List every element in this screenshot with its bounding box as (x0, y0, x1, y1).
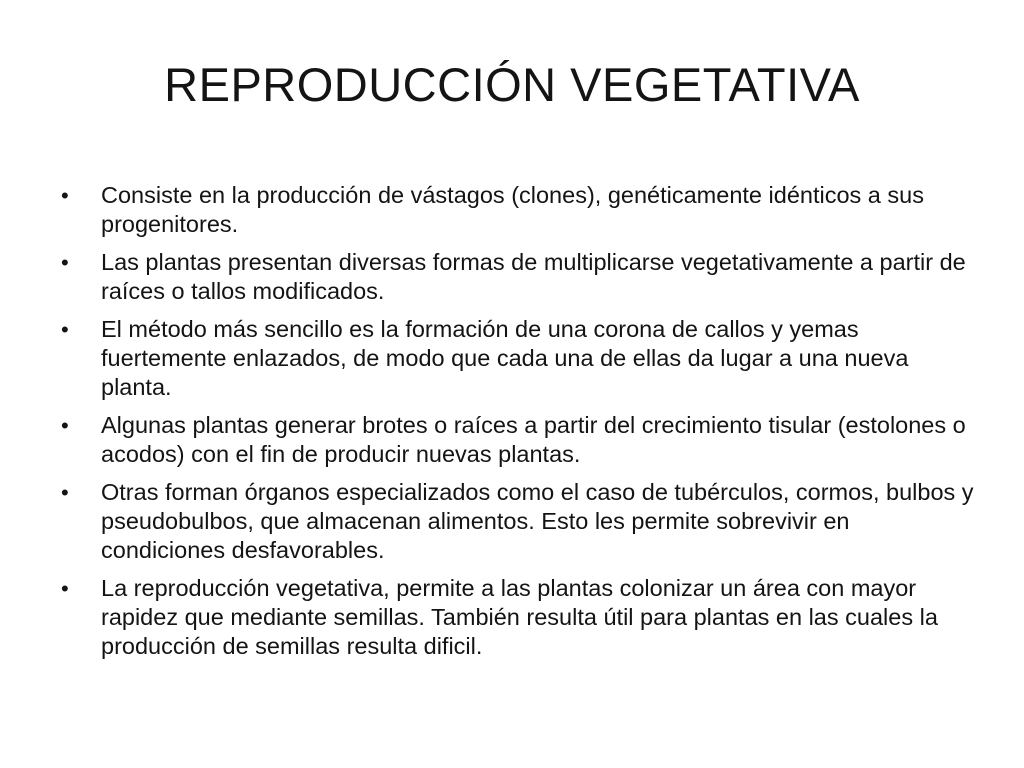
bullet-text: La reproducción vegetativa, permite a las plantas colonizar un área con mayor rapidez que mediante semillas. También resulta útil para plantas en las cuales la producción de semillas resulta dificil. (101, 575, 938, 659)
bullet-text: Consiste en la producción de vástagos (clones), genéticamente idénticos a sus progenitores. (101, 182, 924, 237)
bullet-item (58, 181, 978, 239)
bullet-icon: • (61, 250, 69, 275)
bullet-item (58, 574, 978, 661)
bullet-text: Las plantas presentan diversas formas de multiplicarse vegetativamente a partir de raíces o tallos modificados. (101, 249, 966, 304)
bullet-text: El método más sencillo es la formación de una corona de callos y yemas fuertemente enlazados, de modo que cada una de ellas da lugar a una nueva planta. (101, 316, 909, 400)
bullet-text: Otras forman órganos especializados como el caso de tubérculos, cormos, bulbos y pseudobulbos, que almacenan alimentos. Esto les permite sobrevivir en condiciones desfavorables. (101, 479, 974, 563)
bullet-item (58, 411, 978, 469)
bullet-item (58, 248, 978, 306)
slide-title: REPRODUCCIÓN VEGETATIVA (164, 58, 860, 111)
bullet-text: Algunas plantas generar brotes o raíces a partir del crecimiento tisular (estolones o acodos) con el fin de producir nuevas plantas. (101, 412, 966, 467)
bullet-item (58, 478, 978, 565)
bullet-icon: • (61, 480, 69, 505)
bullet-icon: • (61, 413, 69, 438)
bullet-icon: • (61, 317, 69, 342)
bullet-icon: • (61, 183, 69, 208)
bullet-list (58, 181, 978, 670)
bullet-icon: • (61, 576, 69, 601)
bullet-item (58, 315, 978, 402)
